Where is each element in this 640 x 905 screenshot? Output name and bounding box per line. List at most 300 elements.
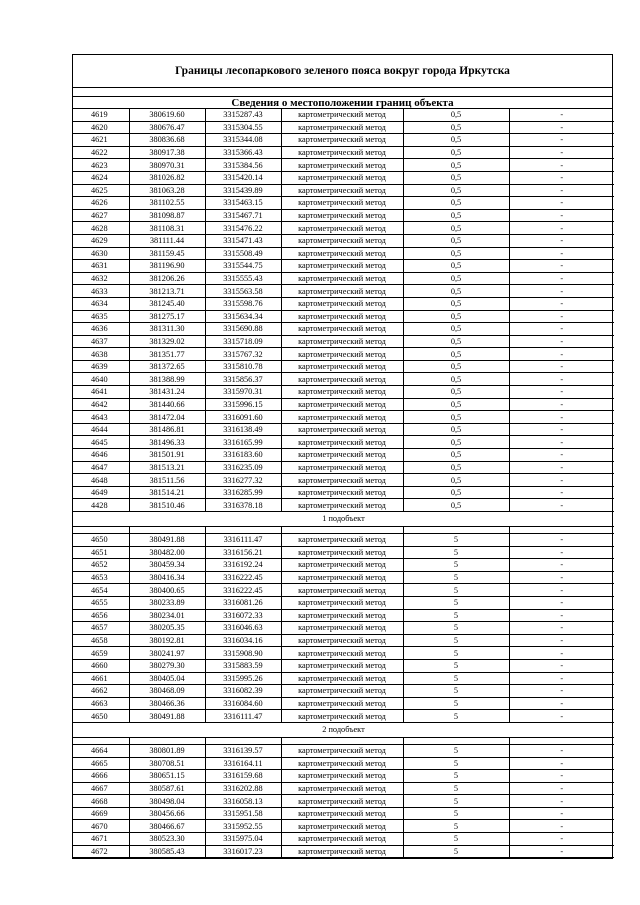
point-number-cell: 4634 xyxy=(73,297,129,310)
blank-row xyxy=(73,737,614,744)
accuracy-cell: 5 xyxy=(403,559,509,572)
point-number-cell: 4661 xyxy=(73,672,129,685)
table-row xyxy=(73,757,614,770)
accuracy-cell: 0,5 xyxy=(403,461,509,474)
blank-cell xyxy=(403,527,509,534)
y-coordinate-cell: 3316222.45 xyxy=(205,571,281,584)
accuracy-cell: 5 xyxy=(403,647,509,660)
method-cell: картометрический метод xyxy=(281,373,403,386)
accuracy-cell: 0,5 xyxy=(403,360,509,373)
description-cell: - xyxy=(509,807,614,820)
point-number-cell: 4620 xyxy=(73,121,129,134)
y-coordinate-cell: 3315856.37 xyxy=(205,373,281,386)
table-row xyxy=(73,297,614,310)
x-coordinate-cell: 381063.28 xyxy=(129,184,205,197)
method-cell: картометрический метод xyxy=(281,845,403,858)
x-coordinate-cell: 381026.82 xyxy=(129,171,205,184)
method-cell: картометрический метод xyxy=(281,770,403,783)
method-cell: картометрический метод xyxy=(281,109,403,121)
x-coordinate-cell: 380416.34 xyxy=(129,571,205,584)
point-number-cell: 4428 xyxy=(73,499,129,512)
description-cell: - xyxy=(509,710,614,723)
title-spacer xyxy=(73,88,612,97)
x-coordinate-cell: 380400.65 xyxy=(129,584,205,597)
y-coordinate-cell: 3316084.60 xyxy=(205,697,281,710)
subobject-heading-row xyxy=(73,512,614,527)
accuracy-cell: 0,5 xyxy=(403,134,509,147)
method-cell: картометрический метод xyxy=(281,647,403,660)
point-number-cell: 4653 xyxy=(73,571,129,584)
accuracy-cell: 0,5 xyxy=(403,109,509,121)
subobject-heading: 2 подобъект xyxy=(73,722,614,737)
y-coordinate-cell: 3315690.88 xyxy=(205,323,281,336)
x-coordinate-cell: 381275.17 xyxy=(129,310,205,323)
y-coordinate-cell: 3316111.47 xyxy=(205,534,281,547)
description-cell: - xyxy=(509,398,614,411)
x-coordinate-cell: 380523.30 xyxy=(129,833,205,846)
accuracy-cell: 0,5 xyxy=(403,184,509,197)
table-row xyxy=(73,272,614,285)
description-cell: - xyxy=(509,461,614,474)
x-coordinate-cell: 381206.26 xyxy=(129,272,205,285)
y-coordinate-cell: 3315366.43 xyxy=(205,146,281,159)
method-cell: картометрический метод xyxy=(281,609,403,622)
method-cell: картометрический метод xyxy=(281,423,403,436)
method-cell: картометрический метод xyxy=(281,584,403,597)
accuracy-cell: 5 xyxy=(403,697,509,710)
accuracy-cell: 5 xyxy=(403,710,509,723)
point-number-cell: 4627 xyxy=(73,209,129,222)
description-cell: - xyxy=(509,436,614,449)
x-coordinate-cell: 381213.71 xyxy=(129,285,205,298)
description-cell: - xyxy=(509,782,614,795)
table-row xyxy=(73,534,614,547)
description-cell: - xyxy=(509,134,614,147)
accuracy-cell: 5 xyxy=(403,609,509,622)
point-number-cell: 4669 xyxy=(73,807,129,820)
x-coordinate-cell: 380836.68 xyxy=(129,134,205,147)
y-coordinate-cell: 3315384.56 xyxy=(205,159,281,172)
table-row xyxy=(73,609,614,622)
point-number-cell: 4648 xyxy=(73,474,129,487)
point-number-cell: 4632 xyxy=(73,272,129,285)
table-row xyxy=(73,820,614,833)
point-number-cell: 4652 xyxy=(73,559,129,572)
y-coordinate-cell: 3315344.08 xyxy=(205,134,281,147)
y-coordinate-cell: 3316285.99 xyxy=(205,486,281,499)
table-row xyxy=(73,310,614,323)
point-number-cell: 4644 xyxy=(73,423,129,436)
table-row xyxy=(73,335,614,348)
accuracy-cell: 5 xyxy=(403,795,509,808)
method-cell: картометрический метод xyxy=(281,184,403,197)
x-coordinate-cell: 380491.88 xyxy=(129,710,205,723)
x-coordinate-cell: 380708.51 xyxy=(129,757,205,770)
method-cell: картометрический метод xyxy=(281,710,403,723)
table-row xyxy=(73,461,614,474)
table-row xyxy=(73,260,614,273)
x-coordinate-cell: 381098.87 xyxy=(129,209,205,222)
accuracy-cell: 5 xyxy=(403,833,509,846)
accuracy-cell: 0,5 xyxy=(403,486,509,499)
point-number-cell: 4647 xyxy=(73,461,129,474)
point-number-cell: 4621 xyxy=(73,134,129,147)
method-cell: картометрический метод xyxy=(281,297,403,310)
x-coordinate-cell: 380491.88 xyxy=(129,534,205,547)
method-cell: картометрический метод xyxy=(281,398,403,411)
description-cell: - xyxy=(509,596,614,609)
point-number-cell: 4666 xyxy=(73,770,129,783)
table-row xyxy=(73,807,614,820)
table-row xyxy=(73,109,614,121)
y-coordinate-cell: 3316159.68 xyxy=(205,770,281,783)
method-cell: картометрический метод xyxy=(281,234,403,247)
method-cell: картометрический метод xyxy=(281,386,403,399)
method-cell: картометрический метод xyxy=(281,121,403,134)
point-number-cell: 4638 xyxy=(73,348,129,361)
x-coordinate-cell: 380279.30 xyxy=(129,659,205,672)
description-cell: - xyxy=(509,411,614,424)
y-coordinate-cell: 3315975.04 xyxy=(205,833,281,846)
x-coordinate-cell: 381431.24 xyxy=(129,386,205,399)
table-row xyxy=(73,386,614,399)
y-coordinate-cell: 3316235.09 xyxy=(205,461,281,474)
method-cell: картометрический метод xyxy=(281,348,403,361)
accuracy-cell: 5 xyxy=(403,596,509,609)
table-row xyxy=(73,659,614,672)
point-number-cell: 4654 xyxy=(73,584,129,597)
x-coordinate-cell: 381111.44 xyxy=(129,234,205,247)
accuracy-cell: 0,5 xyxy=(403,335,509,348)
point-number-cell: 4667 xyxy=(73,782,129,795)
accuracy-cell: 5 xyxy=(403,659,509,672)
x-coordinate-cell: 381351.77 xyxy=(129,348,205,361)
method-cell: картометрический метод xyxy=(281,310,403,323)
point-number-cell: 4633 xyxy=(73,285,129,298)
y-coordinate-cell: 3315952.55 xyxy=(205,820,281,833)
y-coordinate-cell: 3315508.49 xyxy=(205,247,281,260)
y-coordinate-cell: 3316082.39 xyxy=(205,685,281,698)
y-coordinate-cell: 3315970.31 xyxy=(205,386,281,399)
method-cell: картометрический метод xyxy=(281,486,403,499)
accuracy-cell: 0,5 xyxy=(403,247,509,260)
method-cell: картометрический метод xyxy=(281,571,403,584)
description-cell: - xyxy=(509,474,614,487)
x-coordinate-cell: 380459.34 xyxy=(129,559,205,572)
method-cell: картометрический метод xyxy=(281,146,403,159)
y-coordinate-cell: 3316156.21 xyxy=(205,546,281,559)
y-coordinate-cell: 3316081.26 xyxy=(205,596,281,609)
description-cell: - xyxy=(509,795,614,808)
description-cell: - xyxy=(509,222,614,235)
method-cell: картометрический метод xyxy=(281,634,403,647)
accuracy-cell: 5 xyxy=(403,534,509,547)
point-number-cell: 4637 xyxy=(73,335,129,348)
y-coordinate-cell: 3316017.23 xyxy=(205,845,281,858)
point-number-cell: 4660 xyxy=(73,659,129,672)
method-cell: картометрический метод xyxy=(281,411,403,424)
description-cell: - xyxy=(509,146,614,159)
description-cell: - xyxy=(509,486,614,499)
blank-cell xyxy=(73,737,129,744)
accuracy-cell: 0,5 xyxy=(403,272,509,285)
y-coordinate-cell: 3316164.11 xyxy=(205,757,281,770)
method-cell: картометрический метод xyxy=(281,559,403,572)
accuracy-cell: 0,5 xyxy=(403,411,509,424)
y-coordinate-cell: 3315304.55 xyxy=(205,121,281,134)
method-cell: картометрический метод xyxy=(281,171,403,184)
y-coordinate-cell: 3316058.13 xyxy=(205,795,281,808)
y-coordinate-cell: 3316378.18 xyxy=(205,499,281,512)
point-number-cell: 4671 xyxy=(73,833,129,846)
point-number-cell: 4619 xyxy=(73,109,129,121)
method-cell: картометрический метод xyxy=(281,744,403,757)
description-cell: - xyxy=(509,348,614,361)
x-coordinate-cell: 380205.35 xyxy=(129,622,205,635)
method-cell: картометрический метод xyxy=(281,134,403,147)
blank-cell xyxy=(509,527,614,534)
description-cell: - xyxy=(509,820,614,833)
subobject-heading-row xyxy=(73,722,614,737)
y-coordinate-cell: 3315563.58 xyxy=(205,285,281,298)
point-number-cell: 4643 xyxy=(73,411,129,424)
method-cell: картометрический метод xyxy=(281,622,403,635)
coordinates-table-body xyxy=(73,109,614,858)
point-number-cell: 4631 xyxy=(73,260,129,273)
accuracy-cell: 0,5 xyxy=(403,209,509,222)
description-cell: - xyxy=(509,373,614,386)
accuracy-cell: 0,5 xyxy=(403,310,509,323)
y-coordinate-cell: 3315951.58 xyxy=(205,807,281,820)
description-cell: - xyxy=(509,571,614,584)
description-cell: - xyxy=(509,310,614,323)
x-coordinate-cell: 380585.43 xyxy=(129,845,205,858)
x-coordinate-cell: 380917.38 xyxy=(129,146,205,159)
x-coordinate-cell: 380233.89 xyxy=(129,596,205,609)
description-cell: - xyxy=(509,546,614,559)
point-number-cell: 4626 xyxy=(73,197,129,210)
x-coordinate-cell: 381372.65 xyxy=(129,360,205,373)
accuracy-cell: 0,5 xyxy=(403,474,509,487)
x-coordinate-cell: 380468.09 xyxy=(129,685,205,698)
table-row xyxy=(73,209,614,222)
method-cell: картометрический метод xyxy=(281,672,403,685)
x-coordinate-cell: 380619.60 xyxy=(129,109,205,121)
y-coordinate-cell: 3316183.60 xyxy=(205,449,281,462)
description-cell: - xyxy=(509,647,614,660)
method-cell: картометрический метод xyxy=(281,499,403,512)
accuracy-cell: 0,5 xyxy=(403,159,509,172)
point-number-cell: 4670 xyxy=(73,820,129,833)
x-coordinate-cell: 380234.01 xyxy=(129,609,205,622)
description-cell: - xyxy=(509,184,614,197)
accuracy-cell: 5 xyxy=(403,757,509,770)
description-cell: - xyxy=(509,285,614,298)
table-row xyxy=(73,546,614,559)
blank-cell xyxy=(205,527,281,534)
method-cell: картометрический метод xyxy=(281,449,403,462)
point-number-cell: 4623 xyxy=(73,159,129,172)
x-coordinate-cell: 381196.90 xyxy=(129,260,205,273)
table-row xyxy=(73,323,614,336)
description-cell: - xyxy=(509,247,614,260)
description-cell: - xyxy=(509,757,614,770)
method-cell: картометрический метод xyxy=(281,795,403,808)
point-number-cell: 4657 xyxy=(73,622,129,635)
point-number-cell: 4663 xyxy=(73,697,129,710)
blank-cell xyxy=(281,737,403,744)
accuracy-cell: 5 xyxy=(403,672,509,685)
description-cell: - xyxy=(509,386,614,399)
description-cell: - xyxy=(509,260,614,273)
accuracy-cell: 5 xyxy=(403,571,509,584)
y-coordinate-cell: 3316165.99 xyxy=(205,436,281,449)
x-coordinate-cell: 381511.56 xyxy=(129,474,205,487)
y-coordinate-cell: 3316138.49 xyxy=(205,423,281,436)
method-cell: картометрический метод xyxy=(281,247,403,260)
point-number-cell: 4651 xyxy=(73,546,129,559)
y-coordinate-cell: 3315598.76 xyxy=(205,297,281,310)
y-coordinate-cell: 3316222.45 xyxy=(205,584,281,597)
table-row xyxy=(73,146,614,159)
point-number-cell: 4622 xyxy=(73,146,129,159)
accuracy-cell: 0,5 xyxy=(403,386,509,399)
point-number-cell: 4641 xyxy=(73,386,129,399)
document-title: Границы лесопаркового зеленого пояса вокруг города Иркутска xyxy=(73,55,612,88)
description-cell: - xyxy=(509,234,614,247)
y-coordinate-cell: 3315420.14 xyxy=(205,171,281,184)
accuracy-cell: 5 xyxy=(403,634,509,647)
point-number-cell: 4625 xyxy=(73,184,129,197)
accuracy-cell: 0,5 xyxy=(403,222,509,235)
method-cell: картометрический метод xyxy=(281,474,403,487)
method-cell: картометрический метод xyxy=(281,436,403,449)
point-number-cell: 4668 xyxy=(73,795,129,808)
description-cell: - xyxy=(509,609,614,622)
accuracy-cell: 5 xyxy=(403,820,509,833)
blank-cell xyxy=(129,737,205,744)
point-number-cell: 4645 xyxy=(73,436,129,449)
subobject-heading: 1 подобъект xyxy=(73,512,614,527)
accuracy-cell: 0,5 xyxy=(403,285,509,298)
y-coordinate-cell: 3315476.22 xyxy=(205,222,281,235)
table-row xyxy=(73,571,614,584)
x-coordinate-cell: 380676.47 xyxy=(129,121,205,134)
accuracy-cell: 0,5 xyxy=(403,398,509,411)
table-row xyxy=(73,134,614,147)
table-row xyxy=(73,159,614,172)
table-row xyxy=(73,845,614,858)
point-number-cell: 4636 xyxy=(73,323,129,336)
section-subtitle: Сведения о местоположении границ объекта xyxy=(73,97,612,109)
blank-cell xyxy=(403,737,509,744)
accuracy-cell: 5 xyxy=(403,685,509,698)
description-cell: - xyxy=(509,109,614,121)
method-cell: картометрический метод xyxy=(281,285,403,298)
table-row xyxy=(73,647,614,660)
x-coordinate-cell: 380482.00 xyxy=(129,546,205,559)
table-row xyxy=(73,121,614,134)
point-number-cell: 4664 xyxy=(73,744,129,757)
table-row xyxy=(73,559,614,572)
table-row xyxy=(73,197,614,210)
point-number-cell: 4658 xyxy=(73,634,129,647)
method-cell: картометрический метод xyxy=(281,360,403,373)
y-coordinate-cell: 3316072.33 xyxy=(205,609,281,622)
method-cell: картометрический метод xyxy=(281,659,403,672)
blank-cell xyxy=(73,527,129,534)
description-cell: - xyxy=(509,449,614,462)
x-coordinate-cell: 381501.91 xyxy=(129,449,205,462)
accuracy-cell: 0,5 xyxy=(403,373,509,386)
accuracy-cell: 5 xyxy=(403,782,509,795)
description-cell: - xyxy=(509,559,614,572)
table-row xyxy=(73,833,614,846)
method-cell: картометрический метод xyxy=(281,272,403,285)
y-coordinate-cell: 3315634.34 xyxy=(205,310,281,323)
point-number-cell: 4659 xyxy=(73,647,129,660)
table-row xyxy=(73,499,614,512)
point-number-cell: 4629 xyxy=(73,234,129,247)
x-coordinate-cell: 380498.04 xyxy=(129,795,205,808)
method-cell: картометрический метод xyxy=(281,596,403,609)
y-coordinate-cell: 3316091.60 xyxy=(205,411,281,424)
method-cell: картометрический метод xyxy=(281,697,403,710)
point-number-cell: 4646 xyxy=(73,449,129,462)
y-coordinate-cell: 3315555.43 xyxy=(205,272,281,285)
description-cell: - xyxy=(509,297,614,310)
description-cell: - xyxy=(509,770,614,783)
table-row xyxy=(73,247,614,260)
point-number-cell: 4655 xyxy=(73,596,129,609)
table-row xyxy=(73,486,614,499)
description-cell: - xyxy=(509,272,614,285)
x-coordinate-cell: 381486.81 xyxy=(129,423,205,436)
method-cell: картометрический метод xyxy=(281,685,403,698)
y-coordinate-cell: 3316034.16 xyxy=(205,634,281,647)
accuracy-cell: 5 xyxy=(403,584,509,597)
x-coordinate-cell: 380466.67 xyxy=(129,820,205,833)
table-row xyxy=(73,782,614,795)
x-coordinate-cell: 381108.31 xyxy=(129,222,205,235)
x-coordinate-cell: 381159.45 xyxy=(129,247,205,260)
blank-cell xyxy=(281,527,403,534)
point-number-cell: 4650 xyxy=(73,710,129,723)
x-coordinate-cell: 380456.66 xyxy=(129,807,205,820)
description-cell: - xyxy=(509,672,614,685)
point-number-cell: 4635 xyxy=(73,310,129,323)
y-coordinate-cell: 3315463.15 xyxy=(205,197,281,210)
point-number-cell: 4628 xyxy=(73,222,129,235)
method-cell: картометрический метод xyxy=(281,222,403,235)
blank-cell xyxy=(129,527,205,534)
table-row xyxy=(73,672,614,685)
y-coordinate-cell: 3315767.32 xyxy=(205,348,281,361)
description-cell: - xyxy=(509,659,614,672)
description-cell: - xyxy=(509,209,614,222)
method-cell: картометрический метод xyxy=(281,833,403,846)
y-coordinate-cell: 3316139.57 xyxy=(205,744,281,757)
accuracy-cell: 5 xyxy=(403,622,509,635)
method-cell: картометрический метод xyxy=(281,461,403,474)
blank-cell xyxy=(509,737,614,744)
point-number-cell: 4639 xyxy=(73,360,129,373)
method-cell: картометрический метод xyxy=(281,534,403,547)
y-coordinate-cell: 3316046.63 xyxy=(205,622,281,635)
description-cell: - xyxy=(509,584,614,597)
accuracy-cell: 0,5 xyxy=(403,436,509,449)
accuracy-cell: 0,5 xyxy=(403,423,509,436)
